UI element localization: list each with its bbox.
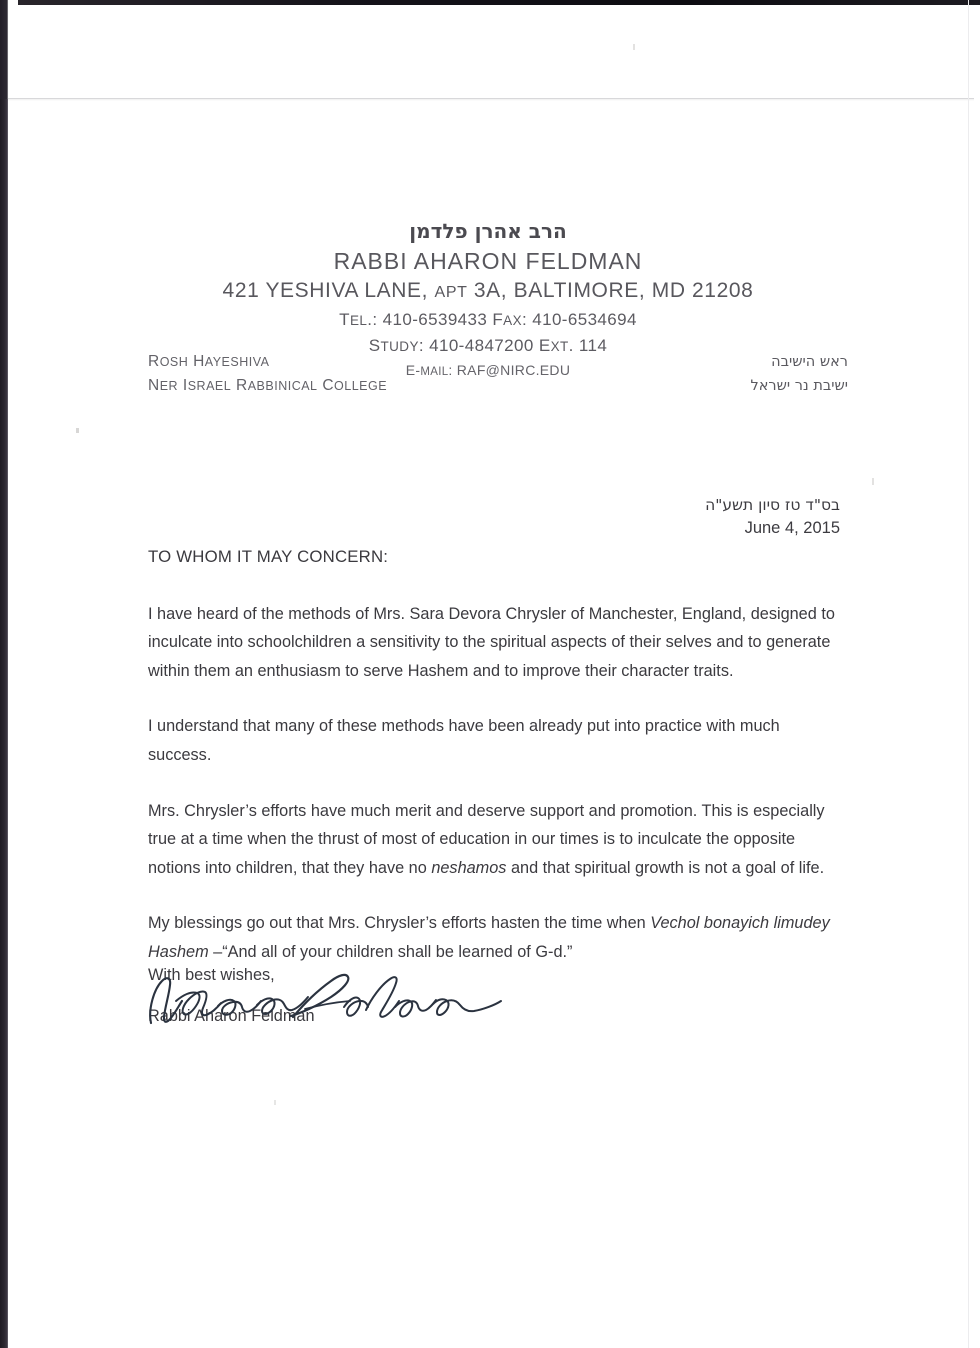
title-hebrew-rosh-hayeshiva: ראש הישיבה [771,354,848,370]
title-small-srael: SRAEL [187,379,232,393]
address-city: BALTIMORE, MD 21208 [513,279,754,302]
letter-paragraph [148,909,838,966]
date-hebrew: בס"ד טז סיון תשע"ה [705,496,840,514]
date-english: June 4, 2015 [744,519,840,537]
paper-top-edge-shadow [8,99,974,101]
title-small-abbinical: ABBINICAL [247,379,318,393]
title-cap-r2: R [231,377,248,394]
title-hebrew-yeshivas-ner-yisrael: ישיבת נר ישראל [750,378,848,394]
email-label-cap: E- [405,362,421,378]
closing-line: With best wishes, [148,966,275,984]
scan-speck [633,44,635,50]
email-label-small: MAIL [420,366,449,378]
paper-right-edge-line [968,0,969,1348]
text-run: Mrs. Chrysler’s efforts have much merit and deserve support and promotion. This is especially true at a time when the thrust of most of education in our times is to inculcate the opposite notions into children, that they have no [148,801,825,877]
study-number: : 410-4847200 [418,336,539,355]
fax-number: : 410-6534694 [521,310,637,329]
scan-top-dark-band [0,0,980,5]
title-ner-israel-rabbinical-college [148,374,387,398]
study-label-small: TUDY [380,339,419,354]
fax-label-small: AX [503,313,522,328]
address-apt-number: 3A, [467,279,514,302]
signature-block [148,963,568,1028]
text-run: and that spiritual growth is not a goal of life. [506,858,825,877]
letter-body [148,543,838,994]
scan-speck [274,1100,276,1105]
letterhead-telephone-line [8,307,968,333]
ext-number: . 114 [568,336,608,355]
title-small-ollege: OLLEGE [334,379,388,393]
titles-hebrew [750,350,848,398]
italic-phrase: neshamos [431,858,507,877]
address-number: 421 [222,279,266,302]
text-run: My blessings go out that Mrs. Chrysler’s efforts hasten the time when [148,914,651,933]
ext-label-small: XT [550,339,569,354]
text-run: –“And all of your children shall be learned of G-d.” [213,942,573,961]
address-apt-label: APT [434,284,468,301]
letter-paragraph [148,797,838,883]
title-cap-r: R [148,353,160,370]
email-address: : RAF@NIRC.EDU [448,362,571,378]
letter-paragraph [148,712,838,769]
title-cap-h: H [188,353,205,370]
title-cap-i: I [178,377,188,394]
tel-label-small: EL [349,313,368,328]
titles-row [148,350,848,398]
italic-phrase: Vechol bonayich limudey Hashem [148,914,830,961]
study-label-cap: S [368,336,381,355]
scan-top-left-notch [0,0,18,99]
address-street: YESHIVA LANE, [265,279,435,302]
signature-printed-name: Rabbi Aharon Feldman [148,1007,315,1025]
letterhead-address [8,276,968,307]
title-small-ayeshiva: AYESHIVA [204,355,270,369]
scan-left-dark-strip [0,0,8,1348]
letterhead-name: RABBI AHARON FELDMAN [333,248,643,274]
scan-speck [872,478,874,485]
letterhead-hebrew-name: הרב אהרן פלדמן [409,219,567,243]
scan-speck [76,428,79,433]
title-cap-n: N [148,377,160,394]
tel-number: .: 410-6539433 [367,310,493,329]
date-block [705,494,840,540]
letter-paragraph [148,600,838,686]
salutation: TO WHOM IT MAY CONCERN: [148,547,389,566]
tel-label-cap: T [339,310,350,329]
title-rosh-hayeshiva [148,350,387,374]
title-small-er: ER [159,379,179,393]
title-cap-c: C [317,377,335,394]
titles-english [148,350,387,398]
title-small-osh: OSH [159,355,189,369]
ext-label-cap: E [538,336,551,355]
fax-label-cap: F [492,310,504,329]
text-run: I have heard of the methods of Mrs. Sara Devora Chrysler of Manchester, England, designed to inculcate into schoolchildren a sensitivity to the spiritual aspects of their selves and to generate within them an enthusiasm to serve Hashem and to improve their character traits. [148,604,835,680]
text-run: I understand that many of these methods have been already put into practice with much success. [148,717,780,764]
